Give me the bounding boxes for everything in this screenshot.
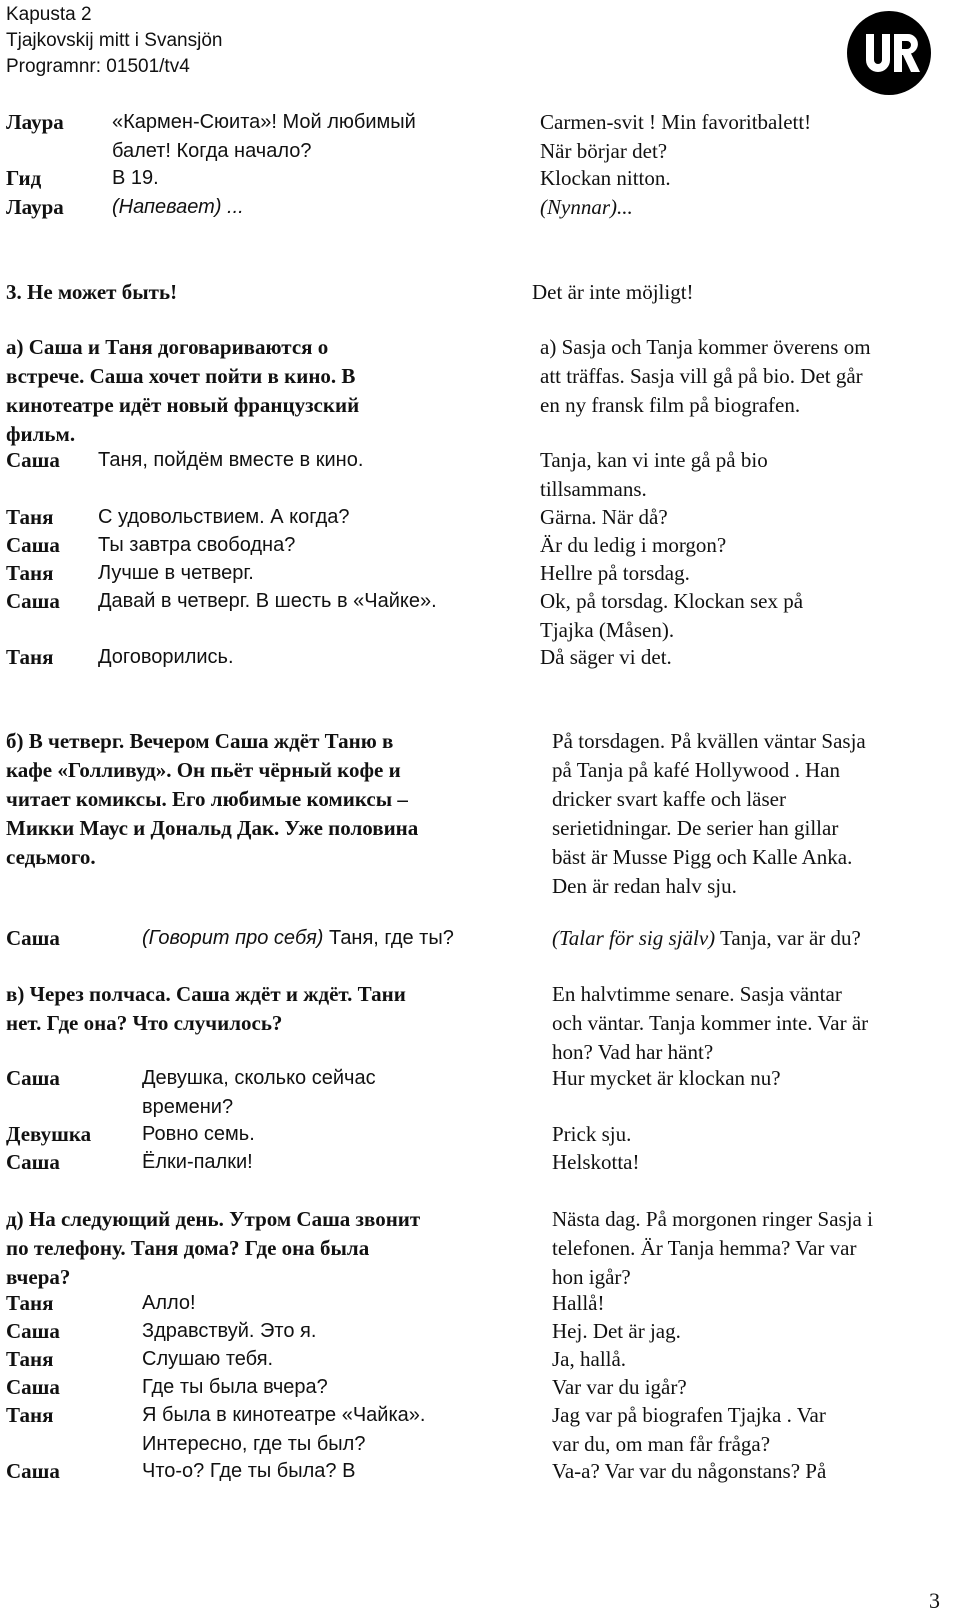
paragraph-d-russian-line: вчера?: [6, 1265, 71, 1289]
swedish-text: Hur mycket är klockan nu?: [552, 1066, 781, 1090]
swedish-text: Va-a? Var var du någonstans? På: [552, 1459, 827, 1483]
russian-line: [142, 1401, 425, 1459]
russian-line: [112, 193, 244, 222]
swedish-text: När börjar det?: [540, 139, 668, 163]
russian-text: Давай в четверг. В шесть в «Чайке».: [98, 590, 437, 612]
russian-text: Где ты была вчера?: [142, 1376, 328, 1398]
header-line-1: Kapusta 2: [6, 4, 92, 25]
russian-line: [112, 164, 159, 193]
section-3-title: 3. Не может быть!: [6, 280, 178, 304]
paragraph-a-swedish-line: att träffas. Sasja vill gå på bio. Det går: [540, 364, 863, 388]
russian-line: [142, 1289, 196, 1318]
speaker-name: Таня: [6, 1403, 54, 1427]
russian-text: С удовольствием. А когда?: [98, 506, 350, 528]
swedish-line: [540, 503, 668, 532]
russian-text: Интересно, где ты был?: [142, 1433, 366, 1455]
section-3-title-swedish-line: Det är inte möjligt!: [532, 280, 694, 304]
swedish-text: Klockan nitton.: [540, 166, 671, 190]
russian-line: [98, 446, 363, 475]
russian-line: [98, 503, 350, 532]
paragraph-b-russian-line: читает комиксы. Его любимые комиксы –: [6, 787, 408, 811]
paragraph-c-russian-line: в) Через полчаса. Саша ждёт и ждёт. Тани: [6, 982, 406, 1006]
russian-text: Что-о? Где ты была? В: [142, 1460, 356, 1482]
paragraph-b-swedish-line: dricker svart kaffe och läser: [552, 787, 786, 811]
paragraph-b-swedish-line: Den är redan halv sju.: [552, 874, 737, 898]
document-header: [6, 2, 222, 80]
swedish-text: Var var du igår?: [552, 1375, 687, 1399]
speaker-name: Девушка: [6, 1122, 92, 1146]
swedish-line: [552, 1148, 639, 1177]
speaker-name: Таня: [6, 561, 54, 585]
russian-text: В 19.: [112, 167, 159, 189]
swedish-text: Ja, hallå.: [552, 1347, 627, 1371]
russian-line: [112, 108, 416, 166]
swedish-line: [540, 108, 811, 166]
speaker-name: Таня: [6, 1347, 54, 1371]
swedish-line: [552, 1345, 626, 1374]
paragraph-c-swedish-line: En halvtimme senare. Sasja väntar: [552, 982, 842, 1006]
swedish-line: [540, 559, 690, 588]
paragraph-c-swedish-line: och väntar. Tanja kommer inte. Var är: [552, 1011, 869, 1035]
speaker-name: Таня: [6, 505, 54, 529]
swedish-text: tillsammans.: [540, 477, 647, 501]
russian-text: «Кармен-Сюита»! Мой любимый: [112, 111, 416, 133]
paragraph-c-swedish: [552, 980, 868, 1067]
russian-text: Алло!: [142, 1292, 196, 1314]
swedish-line: [552, 924, 861, 953]
swedish-line: [540, 164, 671, 193]
paragraph-d-russian-line: по телефону. Таня дома? Где она была: [6, 1236, 370, 1260]
russian-line: [142, 924, 454, 953]
russian-text: (Напевает) ...: [112, 196, 244, 218]
paragraph-b-russian: [6, 727, 418, 872]
speaker-name: Саша: [6, 448, 60, 472]
russian-line: [98, 531, 295, 560]
swedish-line: [552, 1120, 631, 1149]
russian-text: Ёлки-палки!: [142, 1151, 253, 1173]
swedish-line: [552, 1064, 781, 1093]
swedish-text: Prick sju.: [552, 1122, 632, 1146]
paragraph-b-russian-line: Микки Маус и Дональд Дак. Уже половина: [6, 816, 419, 840]
swedish-text: Carmen-svit ! Min favoritbalett!: [540, 110, 812, 134]
russian-line: [98, 643, 234, 672]
paragraph-c-russian: [6, 980, 406, 1038]
russian-text: балет! Когда начало?: [112, 140, 312, 162]
header-line-2: Tjajkovskij mitt i Svansjön: [6, 30, 223, 51]
russian-text: Договорились.: [98, 646, 234, 668]
swedish-line: [552, 1373, 687, 1402]
swedish-line: [540, 587, 803, 645]
speaker-name: Гид: [6, 166, 42, 190]
russian-text: времени?: [142, 1096, 234, 1118]
russian-text: Слушаю тебя.: [142, 1348, 274, 1370]
header-line-3: Programnr: 01501/tv4: [6, 56, 190, 77]
paragraph-b-russian-line: кафе «Голливуд». Он пьёт чёрный кофе и: [6, 758, 401, 782]
speaker-name: Таня: [6, 645, 54, 669]
swedish-line: [540, 193, 633, 222]
russian-line: [142, 1373, 328, 1402]
swedish-line: [540, 643, 672, 672]
russian-text: Лучше в четверг.: [98, 562, 254, 584]
russian-line: [142, 1457, 355, 1486]
paragraph-a-swedish: [540, 333, 871, 420]
swedish-text: Helskotta!: [552, 1150, 640, 1174]
swedish-line: [552, 1457, 826, 1486]
speaker-name: Лаура: [6, 195, 64, 219]
swedish-text: Hej. Det är jag.: [552, 1319, 681, 1343]
paragraph-a-swedish-line: en ny fransk film på biografen.: [540, 393, 801, 417]
swedish-text: var du, om man får fråga?: [552, 1432, 771, 1456]
speaker-name: Саша: [6, 1459, 60, 1483]
paragraph-a-russian: [6, 333, 359, 449]
swedish-text: Gärna. När då?: [540, 505, 668, 529]
russian-line: [142, 1317, 316, 1346]
russian-line: [142, 1148, 253, 1177]
paragraph-c-russian-line: нет. Где она? Что случилось?: [6, 1011, 283, 1035]
swedish-text: Är du ledig i morgon?: [540, 533, 727, 557]
speaker-name: Саша: [6, 1066, 60, 1090]
swedish-line: [552, 1401, 826, 1459]
paragraph-d-russian-line: д) На следующий день. Утром Саша звонит: [6, 1207, 421, 1231]
paragraph-b-russian-line: седьмого.: [6, 845, 96, 869]
swedish-text: Tjajka (Måsen).: [540, 618, 675, 642]
paragraph-d-swedish-line: hon igår?: [552, 1265, 631, 1289]
russian-line: [98, 587, 437, 616]
speaker-name: Саша: [6, 926, 60, 950]
paragraph-b-swedish-line: på Tanja på kafé Hollywood . Han: [552, 758, 840, 782]
paragraph-d-swedish-line: telefonen. Är Tanja hemma? Var var: [552, 1236, 857, 1260]
speaker-name: Саша: [6, 533, 60, 557]
russian-text: Я была в кинотеатре «Чайка».: [142, 1404, 426, 1426]
ur-logo-icon: [846, 10, 932, 96]
paragraph-b-russian-line: б) В четверг. Вечером Саша ждёт Таню в: [6, 729, 394, 753]
paragraph-b-swedish-line: På torsdagen. På kvällen väntar Sasja: [552, 729, 866, 753]
swedish-line: [552, 1317, 681, 1346]
paragraph-b-swedish-line: serietidningar. De serier han gillar: [552, 816, 839, 840]
russian-text: Ровно семь.: [142, 1123, 255, 1145]
stage-direction-russian: (Говорит про себя): [142, 927, 324, 949]
paragraph-a-russian-line: встрече. Саша хочет пойти в кино. В: [6, 364, 356, 388]
swedish-line: [540, 531, 726, 560]
russian-line: [98, 559, 254, 588]
swedish-line: [540, 446, 768, 504]
section-3-title-swedish: [532, 278, 694, 307]
paragraph-a-russian-line: а) Саша и Таня договариваются о: [6, 335, 329, 359]
paragraph-c-swedish-line: hon? Vad har hänt?: [552, 1040, 714, 1064]
russian-text: Ты завтра свободна?: [98, 534, 296, 556]
swedish-text: (Nynnar)...: [540, 195, 633, 219]
paragraph-d-swedish: [552, 1205, 873, 1292]
russian-line: [142, 1120, 255, 1149]
swedish-text: Ok, på torsdag. Klockan sex på: [540, 589, 804, 613]
paragraph-b-swedish: [552, 727, 866, 901]
paragraph-a-swedish-line: a) Sasja och Tanja kommer överens om: [540, 335, 871, 359]
russian-text: Здравствуй. Это я.: [142, 1320, 317, 1342]
swedish-text: Hellre på torsdag.: [540, 561, 690, 585]
speaker-name: Лаура: [6, 110, 64, 134]
swedish-line: [552, 1289, 604, 1318]
paragraph-d-russian: [6, 1205, 420, 1292]
paragraph-a-russian-line: кинотеатре идёт новый французский: [6, 393, 360, 417]
russian-text: Таня, пойдём вместе в кино.: [98, 449, 364, 471]
russian-line: [142, 1345, 273, 1374]
swedish-text: Hallå!: [552, 1291, 605, 1315]
russian-line: [142, 1064, 376, 1122]
paragraph-b-swedish-line: bäst är Musse Pigg och Kalle Anka.: [552, 845, 853, 869]
paragraph-d-swedish-line: Nästa dag. På morgonen ringer Sasja i: [552, 1207, 873, 1231]
swedish-text: Tanja, var är du?: [715, 926, 861, 950]
swedish-text: Tanja, kan vi inte gå på bio: [540, 448, 768, 472]
russian-text: Девушка, сколько сейчас: [142, 1067, 376, 1089]
speaker-name: Саша: [6, 1150, 60, 1174]
speaker-name: Саша: [6, 1375, 60, 1399]
page-number: 3: [929, 1588, 940, 1613]
speaker-name: Саша: [6, 1319, 60, 1343]
swedish-text: Jag var på biografen Tjajka . Var: [552, 1403, 826, 1427]
russian-text: Таня, где ты?: [323, 927, 454, 949]
swedish-text: Då säger vi det.: [540, 645, 672, 669]
paragraph-a-russian-line: фильм.: [6, 422, 76, 446]
speaker-name: Таня: [6, 1291, 54, 1315]
stage-direction-swedish: (Talar för sig själv): [552, 926, 716, 950]
speaker-name: Саша: [6, 589, 60, 613]
